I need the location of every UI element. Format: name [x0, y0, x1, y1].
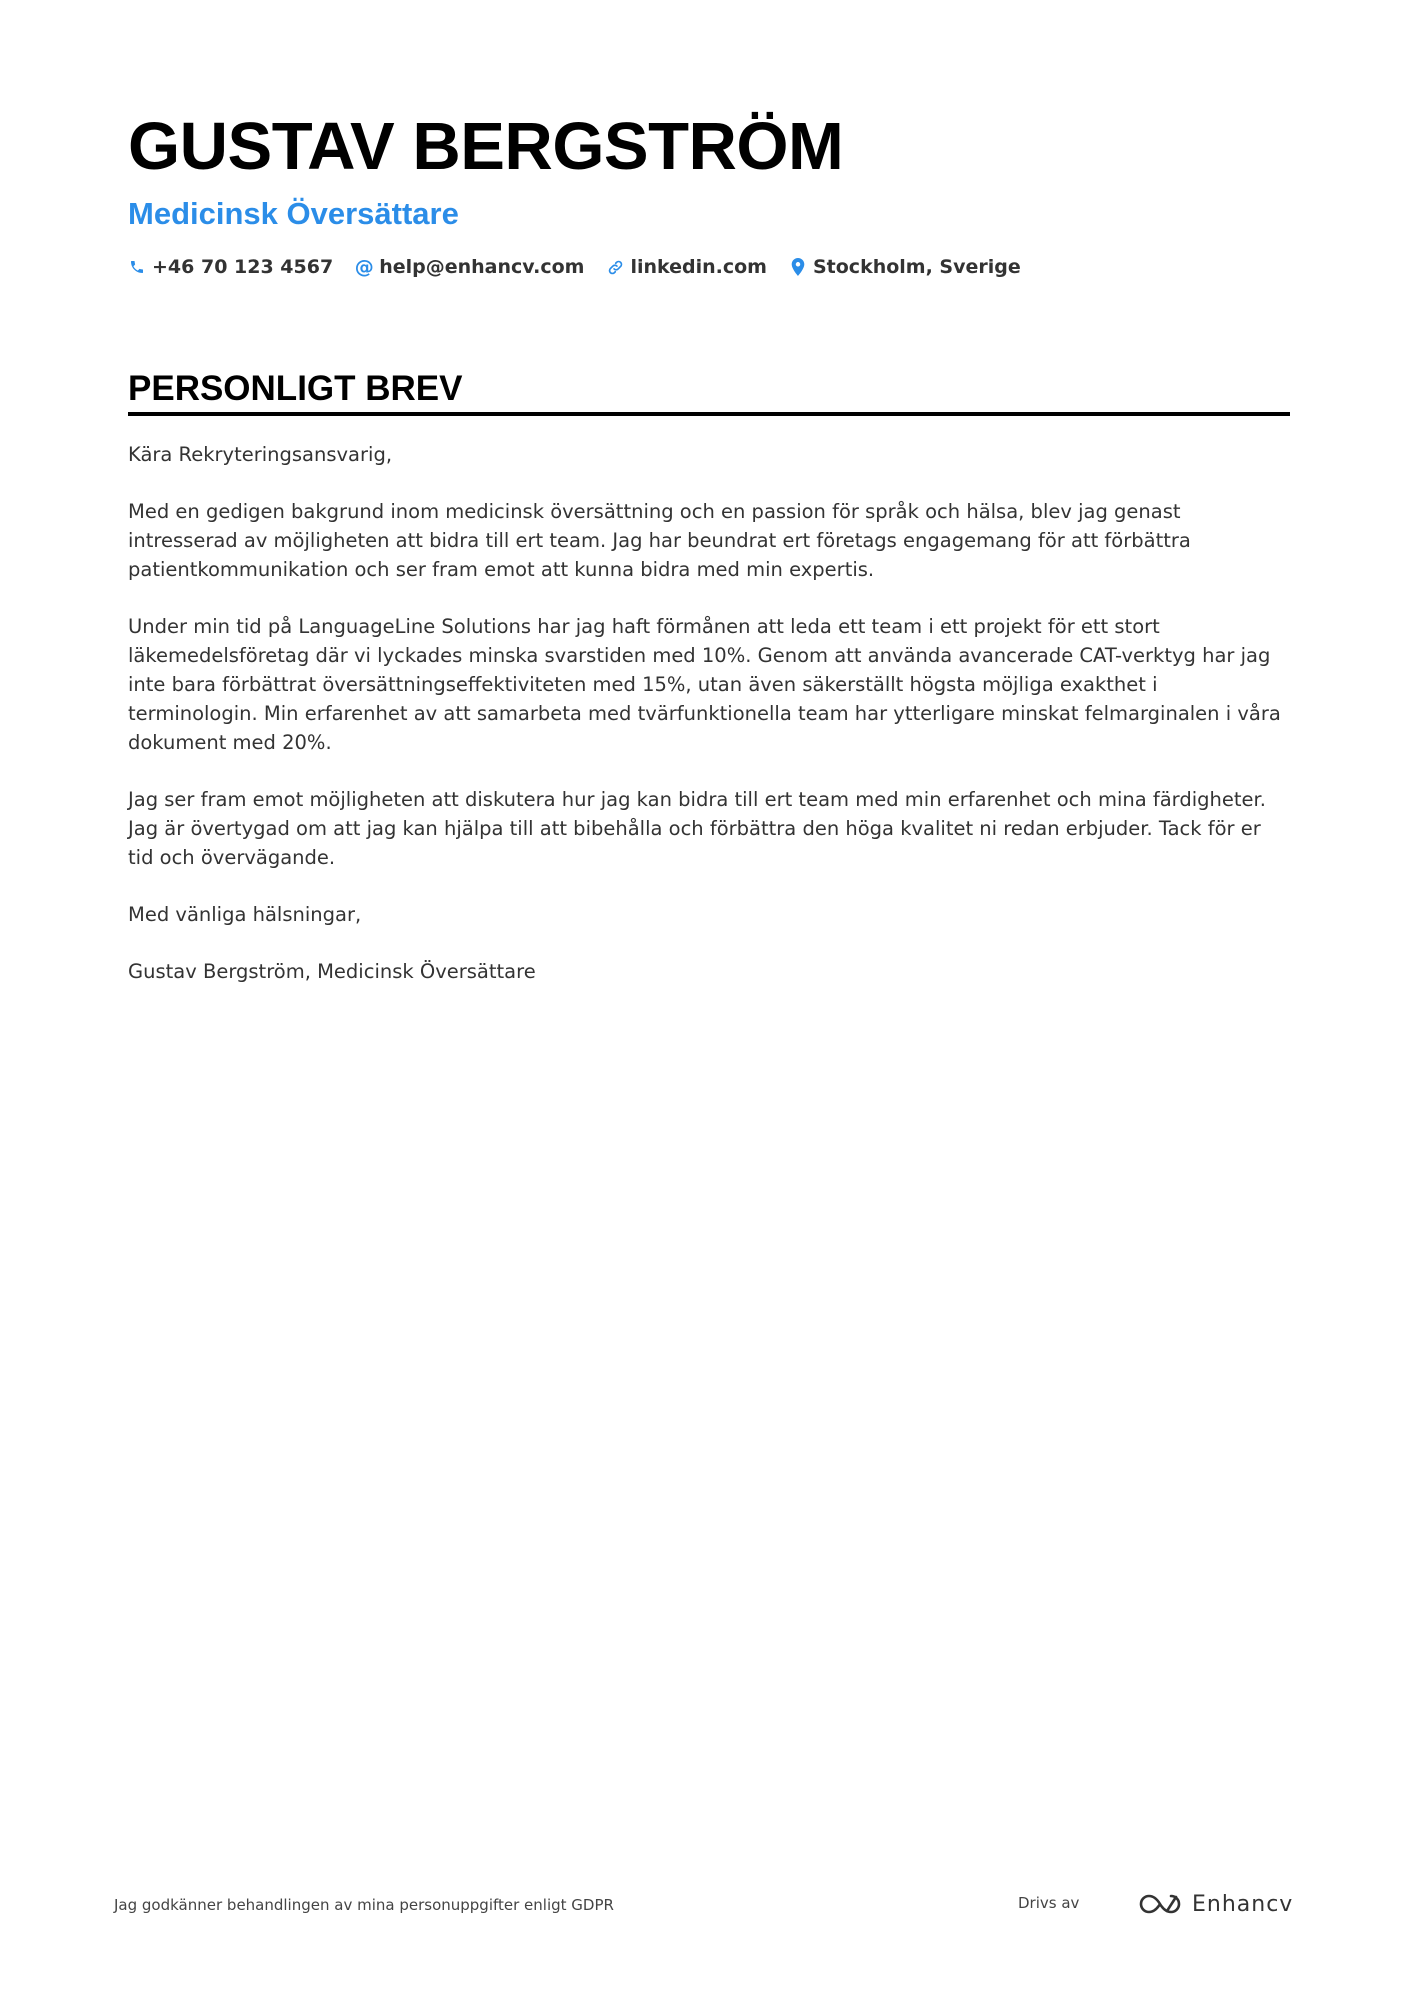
- job-title: Medicinsk Översättare: [128, 196, 459, 231]
- location-text: Stockholm, Sverige: [812, 256, 1021, 278]
- linkedin-text[interactable]: linkedin.com: [630, 256, 767, 278]
- contact-location: [789, 256, 1021, 278]
- gdpr-consent-text: Jag godkänner behandlingen av mina personuppgifter enligt GDPR: [114, 1896, 614, 1914]
- enhancv-logo-icon: [1138, 1891, 1184, 1917]
- section-heading: PERSONLIGT BREV: [128, 369, 463, 408]
- location-pin-icon: [789, 258, 807, 276]
- letter-closing: Med vänliga hälsningar,: [128, 903, 362, 926]
- letter-paragraph: Under min tid på LanguageLine Solutions har jag haft förmånen att leda ett team i ett projekt för ett stort läkemedelsföretag där vi lyckades minska svarstiden med 10%. Genom att använda avancerade CAT-verktyg har jag inte bara förbättrat översättningseffektiviteten med 15%, utan även säkerställt högsta möjliga exakthet i terminologin. Min erfarenhet av att samarbeta med tvärfunktionella team har ytterligare minskat felmarginalen i våra dokument med 20%.: [128, 615, 1281, 754]
- phone-text[interactable]: +46 70 123 4567: [152, 256, 334, 278]
- email-text[interactable]: help@enhancv.com: [379, 256, 585, 278]
- header: [128, 108, 1290, 278]
- link-icon: [606, 258, 624, 276]
- phone-icon: [128, 258, 146, 276]
- letter-paragraph: Med en gedigen bakgrund inom medicinsk översättning och en passion för språk och hälsa, blev jag genast intresserad av möjligheten att bidra till ert team. Jag har beundrat ert företags engagemang för att förbättra patientkommunikation och ser fram emot att kunna bidra med min expertis.: [128, 500, 1191, 581]
- applicant-name: GUSTAV BERGSTRÖM: [128, 109, 844, 184]
- letter-greeting: Kära Rekryteringsansvarig,: [128, 443, 393, 466]
- section-divider: [128, 412, 1290, 416]
- letter-paragraph: Jag ser fram emot möjligheten att diskutera hur jag kan bidra till ert team med min erfarenhet och mina färdigheter. Jag är övertygad om att jag kan hjälpa till att bibehålla och förbättra den höga kvalitet ni redan erbjuder. Tack för er tid och övervägande.: [128, 788, 1266, 869]
- contact-email: [355, 256, 584, 278]
- letter-signature: Gustav Bergström, Medicinsk Översättare: [128, 960, 536, 983]
- brand-link[interactable]: [1138, 1888, 1293, 1920]
- brand-name: Enhancv: [1192, 1891, 1294, 1917]
- footer: [114, 1888, 1294, 1928]
- contact-bar: [128, 256, 1290, 278]
- at-icon: @: [354, 256, 374, 278]
- contact-linkedin: [606, 256, 767, 278]
- cover-letter-section: [128, 368, 1290, 1014]
- powered-by-label: Drivs av: [1018, 1894, 1080, 1912]
- letter-body: [128, 440, 1290, 986]
- contact-phone: [128, 256, 333, 278]
